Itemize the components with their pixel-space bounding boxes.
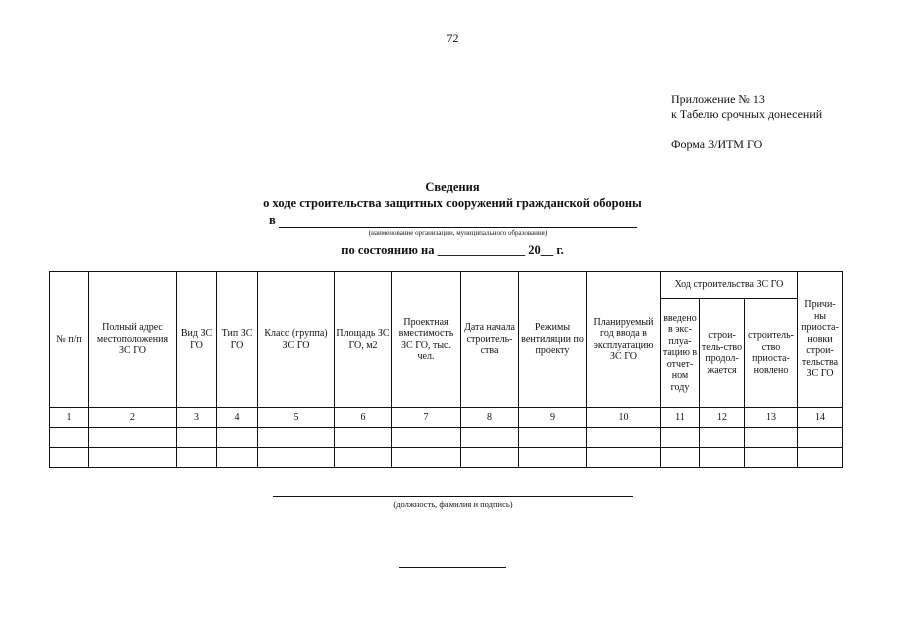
column-number: 7 — [392, 408, 461, 428]
table-cell — [50, 428, 89, 448]
header-cell: введено в экс-плуа-тацию в отчет-ном году — [661, 299, 700, 408]
table-cell — [519, 448, 587, 468]
table-cell — [50, 448, 89, 468]
header-cell: Полный адрес местоположения ЗС ГО — [89, 272, 177, 408]
table-cell — [587, 428, 661, 448]
table-cell — [587, 448, 661, 468]
column-number: 1 — [50, 408, 89, 428]
table-cell — [519, 428, 587, 448]
table-cell — [661, 428, 700, 448]
construction-report-table — [49, 271, 843, 468]
header-cell: № п/п — [50, 272, 89, 408]
signature-line — [273, 496, 633, 497]
signature-caption: (должность, фамилия и подпись) — [393, 499, 513, 509]
column-number: 4 — [217, 408, 258, 428]
table-cell — [217, 448, 258, 468]
table-header-row — [50, 272, 843, 299]
status-date-line: по состоянию на ______________ 20__ г. — [341, 243, 564, 257]
header-cell: Проектная вместимость ЗС ГО, тыс. чел. — [392, 272, 461, 408]
table-cell — [89, 428, 177, 448]
column-number: 12 — [700, 408, 745, 428]
table-cell — [661, 448, 700, 468]
bottom-fill-line — [399, 567, 506, 568]
form-code: Форма 3/ИТМ ГО — [671, 137, 763, 151]
organization-caption: (наименование организации, муниципального образования) — [368, 229, 548, 237]
table-row — [50, 448, 843, 468]
column-number: 10 — [587, 408, 661, 428]
appendix-note — [671, 92, 822, 122]
table-cell — [217, 428, 258, 448]
column-number: 6 — [335, 408, 392, 428]
page-number: 72 — [446, 31, 459, 45]
table-cell — [461, 448, 519, 468]
table-cell — [700, 448, 745, 468]
table-cell — [700, 428, 745, 448]
header-cell: Режимы вентиляции по проекту — [519, 272, 587, 408]
column-number: 5 — [258, 408, 335, 428]
header-cell: строи-тель-ство продол-жается — [700, 299, 745, 408]
column-number-row — [50, 408, 843, 428]
column-number: 9 — [519, 408, 587, 428]
column-number: 11 — [661, 408, 700, 428]
appendix-line-1: Приложение № 13 — [671, 92, 765, 106]
column-number: 8 — [461, 408, 519, 428]
table-cell — [461, 428, 519, 448]
organization-fill-line — [279, 227, 637, 228]
table-cell — [335, 448, 392, 468]
appendix-line-2: к Табелю срочных донесений — [671, 107, 823, 121]
organization-prefix: в — [269, 213, 276, 227]
header-cell: Дата начала строитель-ства — [461, 272, 519, 408]
table-cell — [258, 448, 335, 468]
table-cell — [745, 428, 798, 448]
header-cell: Причи-ны приоста-новки строи-тельства ЗС ГО — [798, 272, 843, 408]
table-cell — [335, 428, 392, 448]
header-cell-area — [335, 272, 392, 408]
table-cell — [258, 428, 335, 448]
document-title: Сведения — [425, 180, 480, 194]
table-cell — [745, 448, 798, 468]
table-cell — [798, 448, 843, 468]
table-cell — [177, 448, 217, 468]
header-cell: Планируемый год ввода в эксплуатацию ЗС ГО — [587, 272, 661, 408]
table-cell — [798, 428, 843, 448]
table-cell — [177, 428, 217, 448]
table-cell — [392, 428, 461, 448]
header-area-label: Площадь ЗС ГО, м2 — [336, 328, 390, 351]
header-cell: Тип ЗС ГО — [217, 272, 258, 408]
group-header-construction-progress: Ход строительства ЗС ГО — [661, 272, 798, 299]
header-cell: строитель-ство приоста-новлено — [745, 299, 798, 408]
table-cell — [89, 448, 177, 468]
table-cell — [392, 448, 461, 468]
column-number: 3 — [177, 408, 217, 428]
header-cell: Вид ЗС ГО — [177, 272, 217, 408]
header-cell: Класс (группа) ЗС ГО — [258, 272, 335, 408]
table-row — [50, 428, 843, 448]
column-number: 14 — [798, 408, 843, 428]
document-subtitle: о ходе строительства защитных сооружений гражданской обороны — [263, 196, 642, 210]
column-number: 13 — [745, 408, 798, 428]
column-number: 2 — [89, 408, 177, 428]
